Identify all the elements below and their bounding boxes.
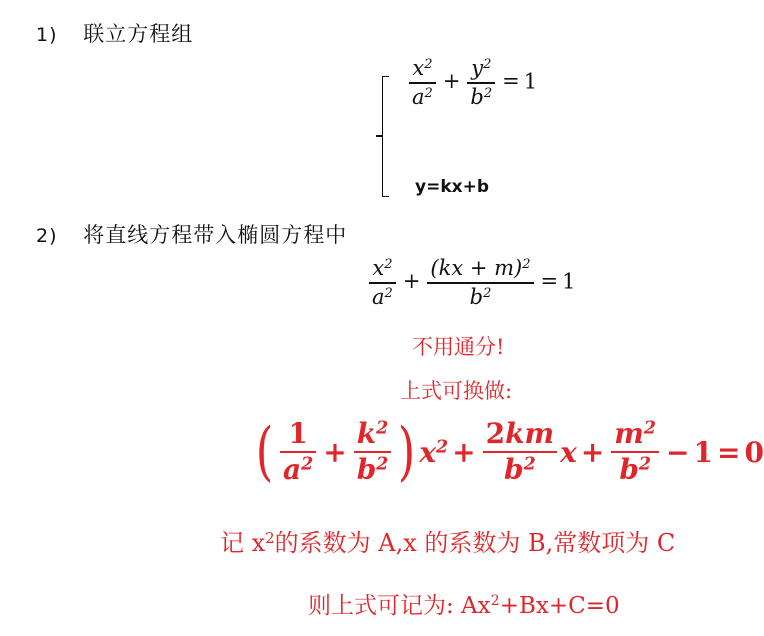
fraction-y2-b2: $\frac{y^2}{b^2}$ xyxy=(467,58,495,108)
fraction-2km-b2: $\frac{2km}{b^2}$ xyxy=(483,420,558,484)
fraction-k2-b2: $\frac{k^2}{b^2}$ xyxy=(354,420,392,484)
system-bracket-tick xyxy=(376,135,382,137)
coef-prefix: 记 x xyxy=(220,529,266,557)
quadratic-equation: ( $\frac{1}{a^2}$ + $\frac{k^2}{b^2}$ ) $x^2$ + $\frac{2km}{b^2}$ x + $\frac{m^2}{b^2}$ − 1 = 0 xyxy=(255,415,764,489)
right-paren: ) xyxy=(398,415,416,489)
step-2-heading xyxy=(36,219,347,249)
step-2-title: 将直线方程带入椭圆方程中 xyxy=(83,223,348,247)
system-bracket xyxy=(382,76,389,197)
note-no-common-denominator: 不用通分! xyxy=(412,335,505,359)
kxm-numerator: (kx + m) xyxy=(430,256,523,280)
step-1-title: 联立方程组 xyxy=(83,22,194,46)
step-1-heading xyxy=(36,18,193,48)
line-equation: y=kx+b xyxy=(415,177,490,197)
coef-suffix: 的系数为 A,x 的系数为 B,常数项为 C xyxy=(274,529,676,557)
final-suffix: +Bx+C=0 xyxy=(499,593,620,619)
fraction-kxm-b2: $\frac{(kx + m)^2}{b^2}$ xyxy=(427,258,533,308)
final-prefix: 则上式可记为: Ax xyxy=(308,593,491,619)
substituted-equation: $\frac{x^2}{a^2}$ + $\frac{(kx + m)^2}{b^2}$ = 1 xyxy=(366,258,576,308)
fraction-x2-a2: $\frac{x^2}{a^2}$ xyxy=(409,58,436,108)
step-2-number: 2) xyxy=(36,225,58,247)
final-form: 则上式可记为: $Ax^2+Bx+C=0$ xyxy=(308,593,620,619)
coefficient-definition: 记 $x^2$的系数为 A,x 的系数为 B,常数项为 C xyxy=(220,528,676,557)
step-1-number: 1) xyxy=(36,24,58,46)
ellipse-equation: $\frac{x^2}{a^2}$ + $\frac{y^2}{b^2}$ = 1 xyxy=(406,58,537,108)
fraction-m2-b2: $\frac{m^2}{b^2}$ xyxy=(611,420,659,484)
fraction-1-a2: $\frac{1}{a^2}$ xyxy=(280,420,316,484)
left-paren: ( xyxy=(255,415,274,489)
fraction-x2-a2-sub: $\frac{x^2}{a^2}$ xyxy=(369,258,396,308)
note-rewrite: 上式可换做: xyxy=(400,379,513,403)
